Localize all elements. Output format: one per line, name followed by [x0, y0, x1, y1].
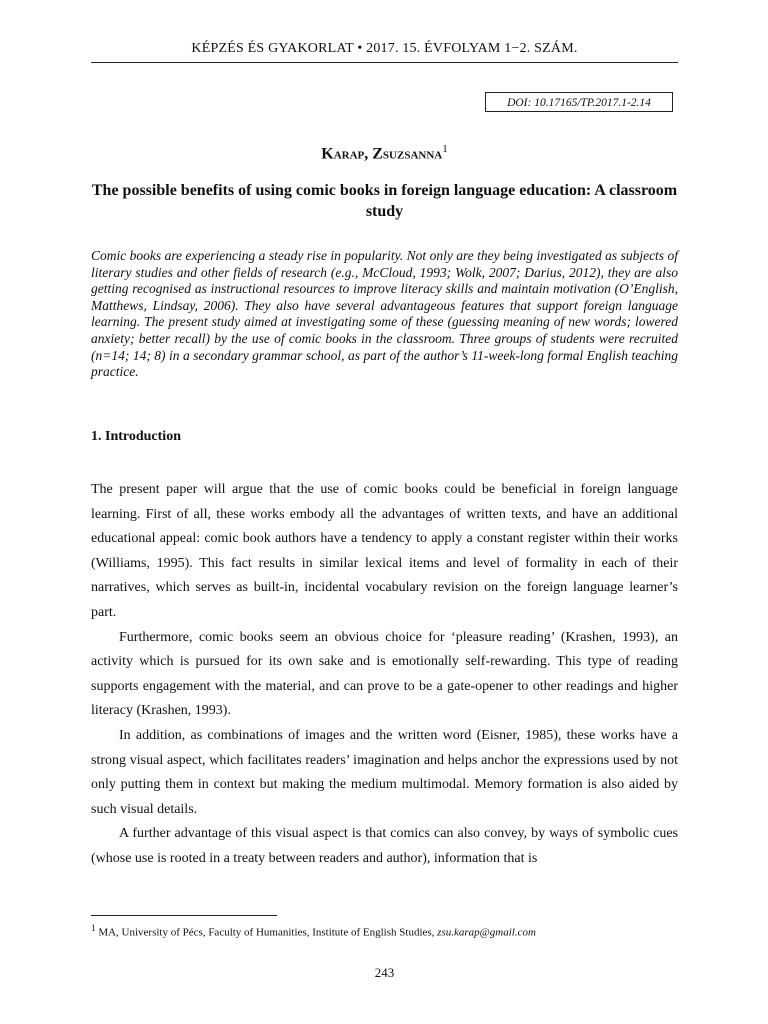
abstract-text: Comic books are experiencing a steady rise in popularity. Not only are they being investigated as subjects of literary studies and other fields of research (e.g., McCloud, 1993; Wolk, 2007; Darius, 2012), they are also getting recognised as instructional resources to improve literacy skills and maintain motivation (O’English, Matthews, Lindsay, 2006). They also have several advantageous features that support foreign language learning. The present study aimed at investigating some of these (guessing meaning of new words; lowered anxiety; better recall) by the use of comic books in the classroom. Three groups of students were recruited (n=14; 14; 8) in a secondary grammar school, as part of the author’s 11-week-long formal English teaching practice. [91, 248, 678, 380]
paragraph-3: In addition, as combinations of images and the written word (Eisner, 1985), these works have a strong visual aspect, which facilitates readers’ imagination and helps anchor the expressions used by not only putting them in context but making the medium multimodal. Memory formation is also aided by such visual details. [91, 727, 678, 817]
abstract [91, 248, 678, 381]
footnote-rule [91, 915, 277, 916]
footnote [91, 923, 678, 939]
body-text [91, 478, 678, 872]
running-header: KÉPZÉS ÉS GYAKORLAT • 2017. 15. ÉVFOLYAM 1−2. SZÁM. [191, 41, 578, 56]
header-rule [91, 62, 678, 63]
paragraph-1: The present paper will argue that the use of comic books could be beneficial in foreign language learning. First of all, these works embody all the advantages of written texts, and have an additional educational appeal: comic book authors have a tendency to apply a constant register within their works (Williams, 1995). This fact results in similar lexical items and level of formality in each of their narratives, which serves as built-in, incidental vocabulary revision on the foreign language learner’s part. [91, 482, 678, 620]
footnote-text: MA, University of Pécs, Faculty of Humanities, Institute of English Studies, [95, 926, 438, 939]
author-name-text: Karap, Zsuzsanna [321, 145, 443, 163]
paragraph-2: Furthermore, comic books seem an obvious choice for ‘pleasure reading’ (Krashen, 1993), an activity which is pursued for its own sake and is emotionally self-rewarding. This type of reading supports engagement with the material, and can prove to be a gate-opener to other readings and higher literacy (Krashen, 1993). [91, 629, 678, 719]
doi-box: DOI: 10.17165/TP.2017.1-2.14 [485, 92, 673, 112]
section-heading: 1. Introduction [91, 429, 181, 444]
footnote-mark: 1 [91, 923, 96, 933]
author-name [91, 143, 678, 163]
paper-title: The possible benefits of using comic books in foreign language education: A classroom study [91, 182, 678, 220]
footnote-email: zsu.karap@gmail.com [437, 926, 536, 939]
page-number: 243 [374, 965, 395, 980]
paragraph-4: A further advantage of this visual aspect is that comics can also convey, by ways of symbolic cues (whose use is rooted in a treaty between readers and author), information that is [91, 826, 678, 866]
author-footnote-mark: 1 [442, 143, 448, 155]
